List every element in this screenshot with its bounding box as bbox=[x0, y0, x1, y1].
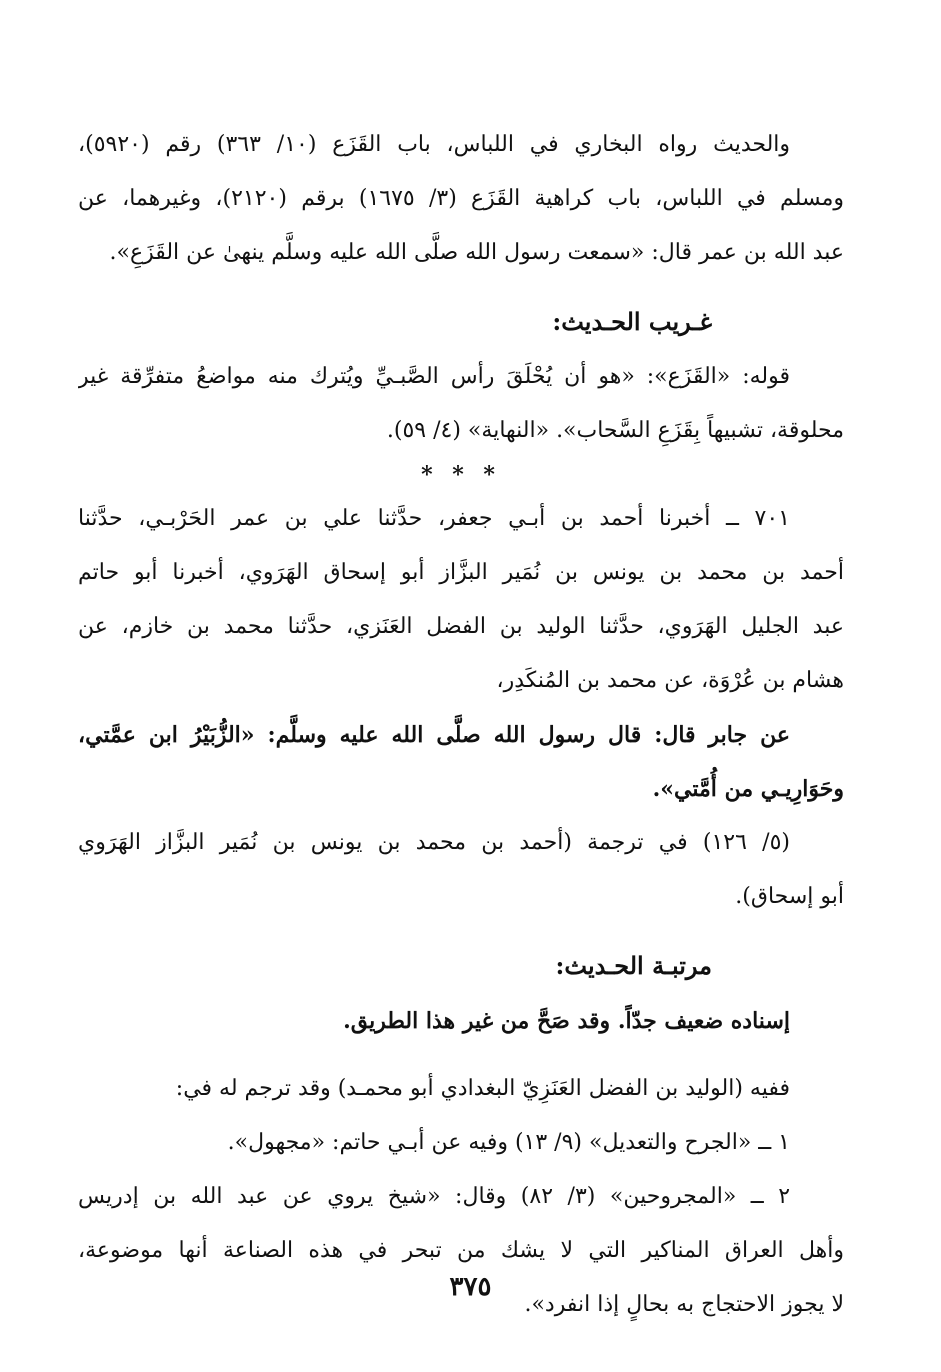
paragraph-line: محلوقة، تشبيهاً بِقَزَعِ السَّحاب». «النهاية» (٤/ ٥٩). bbox=[386, 418, 844, 443]
section-separator: * * * bbox=[421, 462, 501, 488]
page-number: ٣٧٥ bbox=[449, 1272, 492, 1302]
gharib-heading: غـريب الحـديث: bbox=[552, 307, 712, 336]
paragraph-line: عبد الله بن عمر قال: «سمعت رسول الله صلَّى الله عليه وسلَّم ينهىٰ عن القَزَعِ». bbox=[109, 240, 844, 265]
page-body bbox=[78, 118, 844, 1332]
paragraph-line: والحديث رواه البخاري في اللباس، باب القَزَع (١٠/ ٣٦٣) رقم (٥٩٢٠)، bbox=[78, 132, 791, 157]
paragraph-line: ٧٠١ ــ أخبرنا أحمد بن أبـي جعفر، حدَّثنا علي بن عمر الحَرْبـي، حدَّثنا bbox=[78, 506, 790, 531]
notes-item-2-line: ٢ ــ «المجروحين» (٣/ ٨٢) وقال: «شيخ يروي عن عبد الله بن إدريس bbox=[78, 1184, 791, 1209]
paragraph-line: أبو إسحاق). bbox=[735, 884, 844, 909]
paragraph-line: وحَوَارِيـي من أُمَّتي». bbox=[652, 776, 844, 802]
gharib-paragraph bbox=[78, 350, 844, 458]
notes-item-1: ١ ــ «الجرح والتعديل» (٩/ ١٣) وفيه عن أبـي حاتم: «مجهول». bbox=[227, 1130, 790, 1155]
paragraph-line: عن جابر قال: قال رسول الله صلَّى الله عليه وسلَّم: «الزُّبَيْرُ ابن عمَّتي، bbox=[78, 722, 790, 748]
paragraph-line: قوله: «القَزَع»: «هو أن يُحْلَقَ رأس الصَّبـيِّ ويُترك منه مواضعُ متفرِّقة غير bbox=[78, 364, 790, 389]
reference-paragraph bbox=[78, 816, 844, 924]
hadith-isnad-paragraph bbox=[78, 492, 844, 708]
paragraph-line: (٥/ ١٢٦) في ترجمة (أحمد بن محمد بن يونس بن نُمَير البزَّاز الهَرَوي bbox=[78, 830, 790, 855]
hadith-source-paragraph bbox=[78, 118, 844, 280]
paragraph-line: هشام بن عُرْوَة، عن محمد بن المُنكَدِر، bbox=[496, 668, 844, 693]
hadith-matn-paragraph bbox=[78, 708, 844, 816]
paragraph-line: أحمد بن محمد بن يونس بن نُمَير البزَّاز أبو إسحاق الهَرَوي، أخبرنا أبو حاتم bbox=[78, 560, 844, 585]
notes-item-2-line: لا يجوز الاحتجاج به بحالٍ إذا انفرد». bbox=[524, 1292, 844, 1317]
notes-intro: ففيه (الوليد بن الفضل العَنَزِيّ البغدادي أبو محمـد) وقد ترجم له في: bbox=[175, 1076, 790, 1101]
paragraph-line: عبد الجليل الهَرَوي، حدَّثنا الوليد بن الفضل العَنَزي، حدَّثنا محمد بن خازم، عن bbox=[78, 614, 844, 639]
rutba-text: إسناده ضعيف جدّاً. وقد صَحَّ من غير هذا الطريق. bbox=[343, 1008, 790, 1034]
rutba-heading: مرتبـة الحـديث: bbox=[555, 951, 712, 980]
paragraph-line: ومسلم في اللباس، باب كراهية القَزَع (٣/ ١٦٧٥) برقم (٢١٢٠)، وغيرهما، عن bbox=[78, 186, 844, 211]
notes-item-2-line: وأهل العراق المناكير التي لا يشك من تبحر في هذه الصناعة أنها موضوعة، bbox=[78, 1238, 844, 1263]
